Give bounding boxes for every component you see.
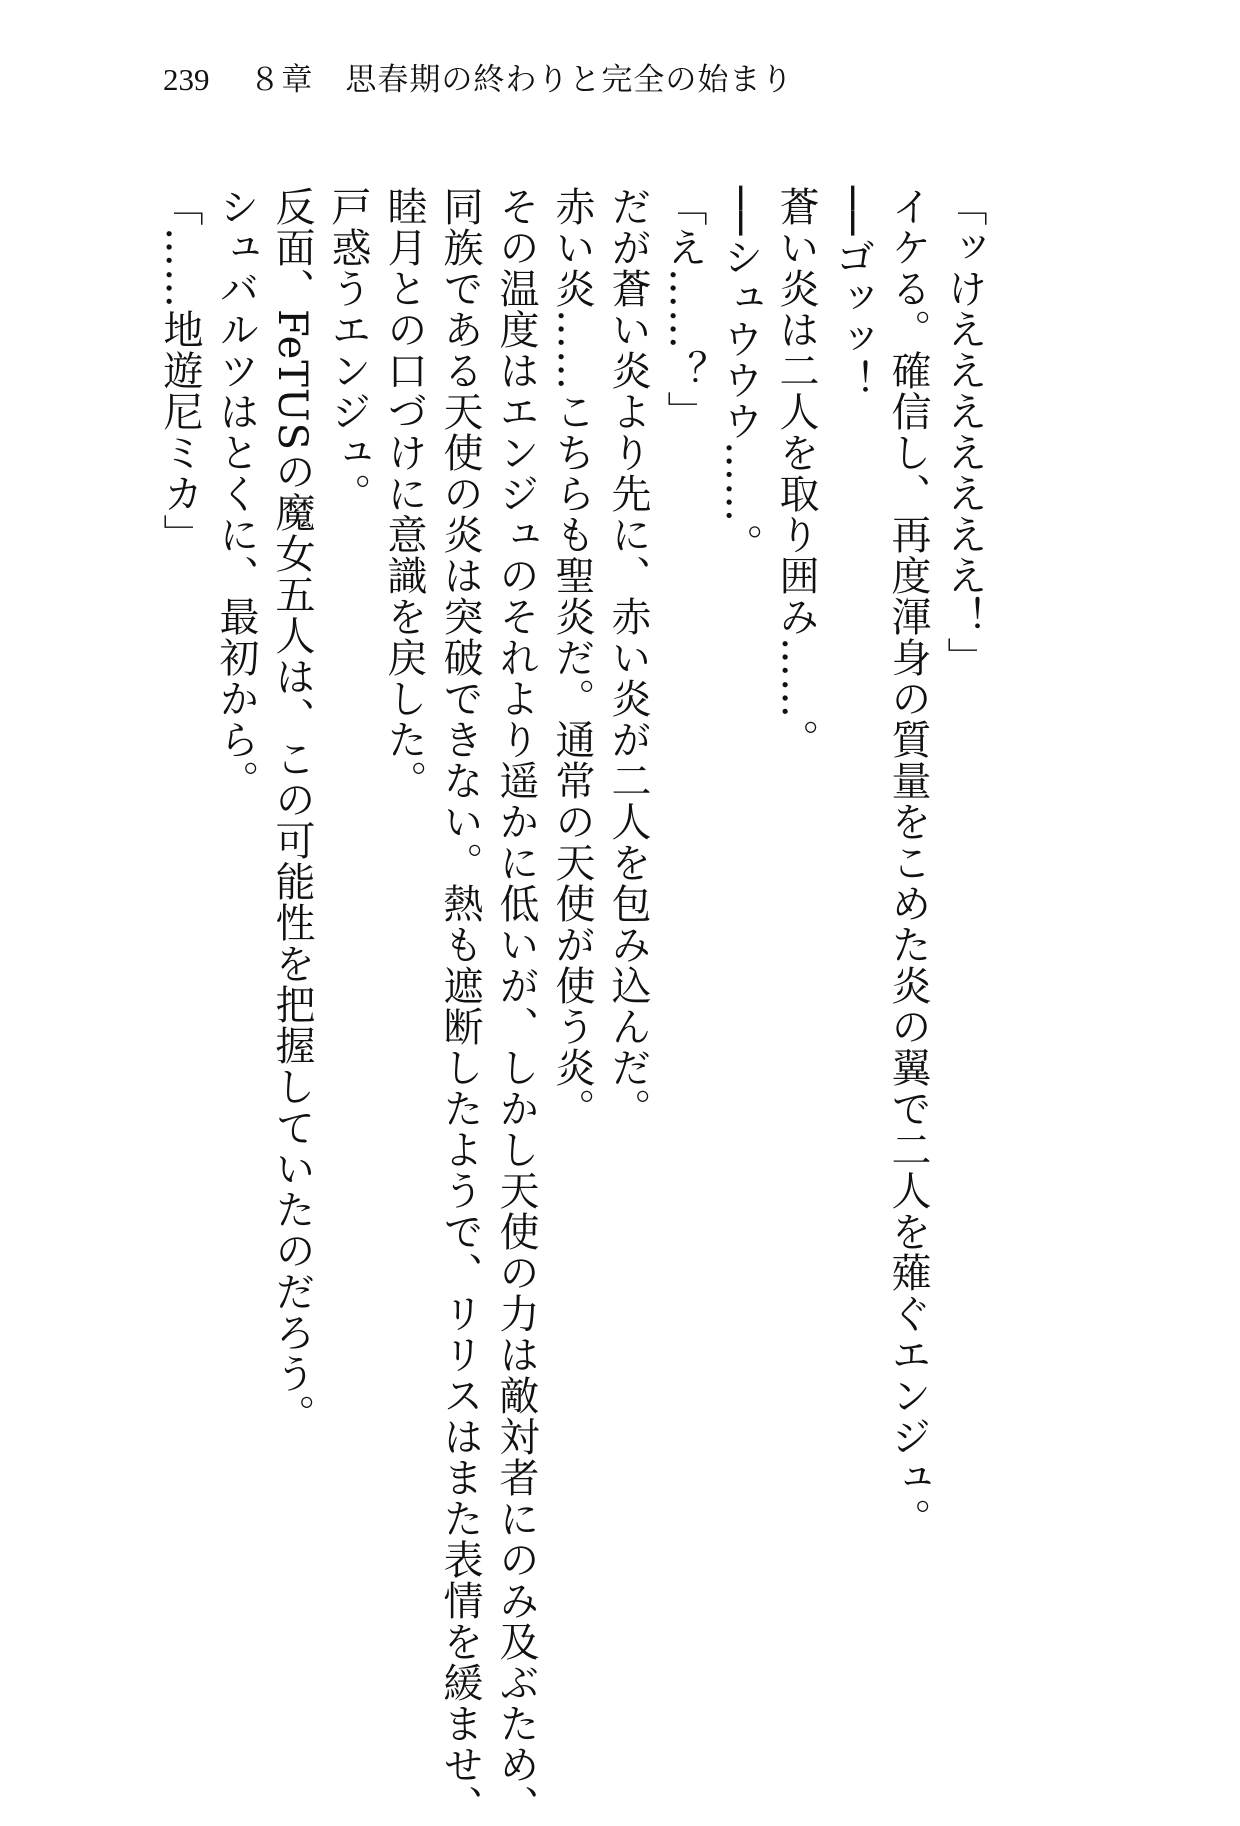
text-line: 「……地遊尼ミカ」 [157,186,203,555]
body-text [157,186,992,1826]
page-number: 239 [163,62,210,97]
text-line: 同族である天使の炎は突破できない。熱も遮断したようで、リリスはまた表情を緩ませ、 [437,186,483,1826]
text-line: 反面、FeTUSの魔女五人は、この可能性を把握していたのだろう。 [269,186,315,1436]
text-line: 「ッけえええええええ！」 [941,186,987,678]
text-line: 赤い炎……こちらも聖炎だ。通常の天使が使う炎。 [549,186,595,1129]
text-line: シュバルツはとくに、最初から。 [213,186,259,801]
text-line: 睦月との口づけに意識を戻した。 [381,186,427,801]
text-line: ──シュウウウ……。 [717,186,763,565]
text-line: 蒼い炎は二人を取り囲み……。 [773,186,819,760]
page-header [163,64,793,96]
text-line: 「え……？」 [661,186,707,432]
chapter-title: ８章 思春期の終わりと完全の始まり [249,62,794,98]
text-line: その温度はエンジュのそれより遥かに低いが、しかし天使の力は敵対者にのみ及ぶため、 [493,186,539,1826]
text-line: 戸惑うエンジュ。 [325,186,371,514]
text-line: ──ゴッッ！ [829,186,875,401]
text-line: だが蒼い炎より先に、赤い炎が二人を包み込んだ。 [605,186,651,1129]
text-line: イケる。確信し、再度渾身の質量をこめた炎の翼で二人を薙ぐエンジュ。 [885,186,931,1539]
